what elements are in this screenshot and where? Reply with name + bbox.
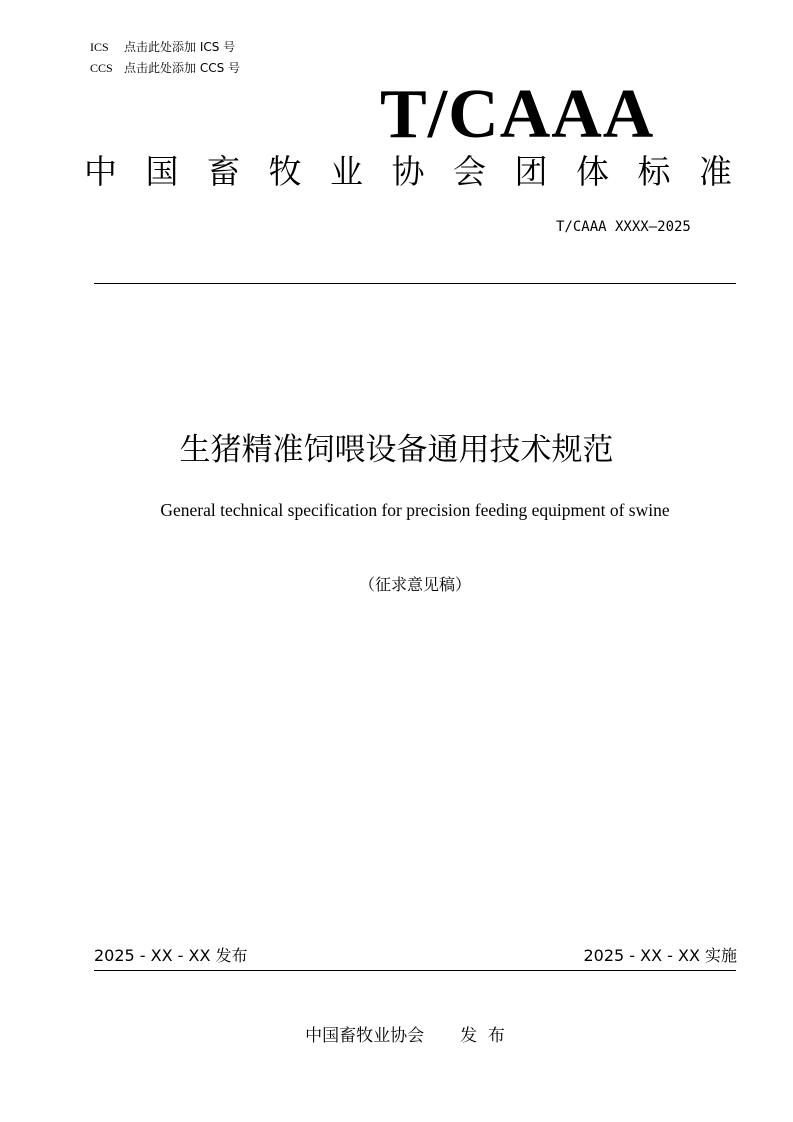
standard-number: T/CAAA XXXX—2025 (556, 219, 691, 235)
ccs-label: CCS (90, 61, 113, 75)
org-char: 业 (330, 152, 363, 191)
org-char: 体 (576, 152, 609, 191)
org-char: 会 (453, 152, 486, 191)
footer-divider (94, 970, 736, 971)
org-char: 国 (145, 152, 179, 191)
ccs-line (90, 61, 240, 75)
standard-logo: T/CAAA (380, 76, 655, 153)
implementation-date: 2025 - XX - XX 实施 (583, 946, 737, 965)
org-char: 中 (84, 152, 117, 191)
header-divider (94, 283, 736, 284)
org-char: 协 (391, 152, 425, 191)
publisher-action: 发 布 (460, 1026, 505, 1046)
org-char: 牧 (268, 152, 302, 191)
document-title-chinese: 生猪精准饲喂设备通用技术规范 (179, 432, 614, 468)
ics-line (90, 40, 235, 54)
org-char: 准 (699, 152, 732, 191)
issue-date: 2025 - XX - XX 发布 (94, 946, 248, 965)
org-char: 标 (637, 152, 671, 191)
org-char: 团 (514, 152, 548, 191)
org-char: 畜 (207, 152, 240, 191)
ics-label: ICS (90, 40, 109, 54)
ccs-placeholder[interactable]: 点击此处添加 CCS 号 (124, 61, 241, 75)
publisher-name: 中国畜牧业协会 (305, 1026, 425, 1046)
document-title-english: General technical specification for precision feeding equipment of swine (160, 500, 670, 520)
ics-placeholder[interactable]: 点击此处添加 ICS 号 (124, 40, 236, 54)
publisher-line (0, 1024, 793, 1048)
draft-status: （征求意见稿） (358, 575, 471, 594)
organization-banner (84, 152, 732, 192)
